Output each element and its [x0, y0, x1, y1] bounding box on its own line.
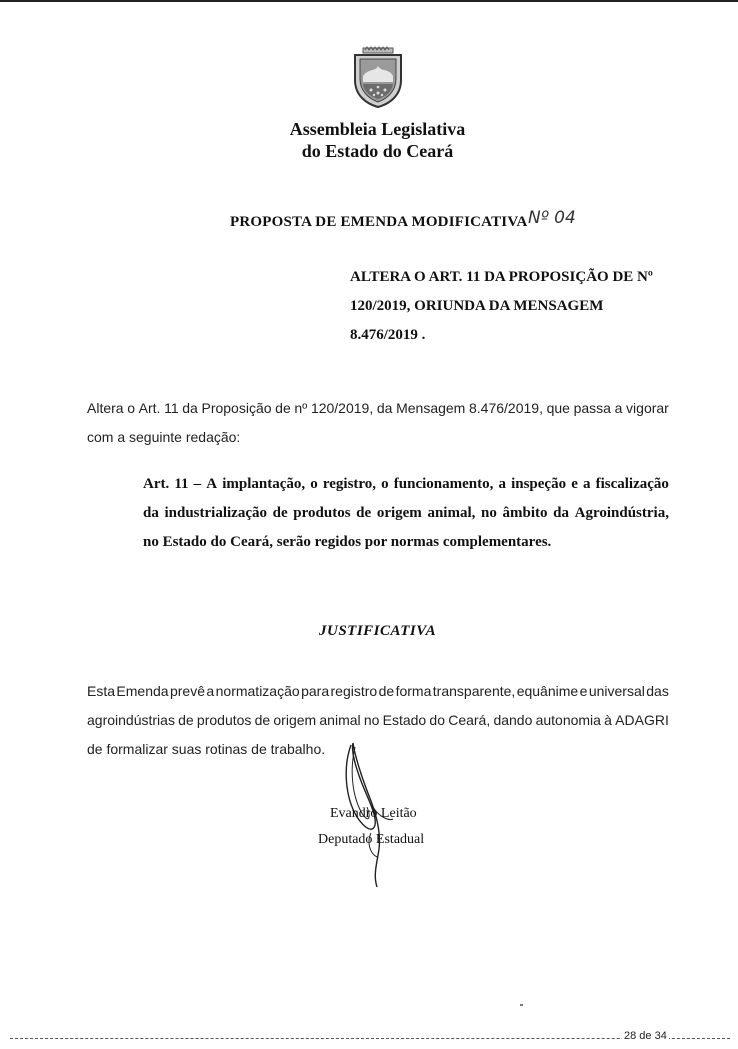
word: a	[582, 476, 591, 492]
word: a	[206, 683, 215, 699]
word: Ceará,	[448, 712, 491, 728]
page-number: 28 de 34	[624, 1030, 667, 1042]
word: ADAGRI	[615, 712, 669, 728]
word: âmbito	[502, 505, 548, 521]
top-border	[0, 0, 738, 2]
word: Agroindústria,	[574, 505, 669, 521]
word: de	[178, 712, 194, 728]
handwritten-number: Nº 04	[528, 208, 576, 228]
word: produtos	[196, 712, 252, 728]
word: das	[646, 683, 669, 699]
word: o	[310, 476, 318, 492]
word: da	[376, 400, 393, 416]
word: animal	[319, 712, 361, 728]
word: equânime	[516, 683, 579, 699]
word: fiscalização	[595, 476, 669, 492]
word: no	[363, 712, 380, 728]
document-title: PROPOSTA DE EMENDA MODIFICATIVA	[230, 214, 528, 230]
word: Proposição	[201, 400, 272, 416]
word: Art.	[138, 400, 161, 416]
word: Mensagem	[396, 400, 466, 416]
word: inspeção	[511, 476, 567, 492]
summary-block	[350, 263, 668, 350]
word: prevê	[169, 683, 206, 699]
word: origem	[273, 712, 317, 728]
justification-line1	[87, 677, 669, 706]
summary-word: 120/2019,	[350, 298, 411, 314]
summary-word: ORIUNDA	[414, 298, 486, 314]
signer-role: Deputado Estadual	[318, 832, 425, 847]
word: registro,	[322, 476, 377, 492]
word: a	[498, 476, 506, 492]
word: 8.476/2019,	[469, 400, 543, 416]
word: produtos	[293, 505, 351, 521]
word: –	[193, 476, 202, 492]
summary-line1: ALTERA O ART. 11 DA PROPOSIÇÃO DE Nº	[350, 269, 653, 285]
word: normatização	[215, 683, 300, 699]
summary-word: MENSAGEM	[513, 298, 604, 314]
summary-line3: 8.476/2019 .	[350, 327, 426, 343]
institution-name-line2: do Estado do Ceará	[301, 141, 454, 161]
word: universal	[588, 683, 645, 699]
institution-name-line1: Assembleia Legislativa	[289, 119, 466, 139]
word: funcionamento,	[393, 476, 494, 492]
word: de	[272, 505, 288, 521]
coat-of-arms-icon	[349, 46, 407, 108]
word: da	[182, 400, 198, 416]
word: dando	[493, 712, 533, 728]
summary-word: DA	[488, 298, 510, 314]
word: da	[553, 505, 569, 521]
word: de	[275, 400, 291, 416]
word: Esta	[87, 683, 116, 699]
word: de	[254, 712, 271, 728]
word: o	[381, 476, 389, 492]
word: a	[614, 400, 623, 416]
word: Emenda	[116, 683, 169, 699]
word: implantação,	[222, 476, 306, 492]
word: agroindústrias	[87, 712, 175, 728]
word: 11	[164, 400, 179, 416]
signer-name: Evandro Leitão	[330, 806, 417, 821]
word: Estado	[382, 712, 427, 728]
justification-line3: de formalizar suas rotinas de trabalho.	[87, 741, 326, 757]
word: origem	[376, 505, 422, 521]
intro-paragraph	[87, 394, 669, 452]
summary-line2	[350, 292, 668, 321]
article-line3: no Estado do Ceará, serão regidos por normas complementares.	[143, 534, 552, 550]
word: A	[206, 476, 218, 492]
word: 11	[174, 476, 189, 492]
word: e	[579, 683, 588, 699]
word: da	[143, 505, 159, 521]
word: nº	[294, 400, 308, 416]
word: o	[127, 400, 136, 416]
word: à	[604, 712, 612, 728]
word: de	[356, 505, 372, 521]
article-text	[143, 470, 669, 557]
justification-heading: JUSTIFICATIVA	[319, 623, 437, 639]
word: transparente,	[432, 683, 516, 699]
word: de	[378, 683, 395, 699]
article-line2	[143, 499, 669, 528]
word: industrialização	[164, 505, 267, 521]
scan-speck	[520, 1004, 523, 1006]
intro-line2: com a seguinte redação:	[87, 429, 241, 445]
word: no	[481, 505, 497, 521]
article-line1	[143, 470, 669, 499]
word: animal,	[427, 505, 476, 521]
word: autonomia	[535, 712, 601, 728]
justification-line2	[87, 706, 669, 735]
word: Art.	[143, 476, 170, 492]
word: registro	[330, 683, 378, 699]
word: forma	[395, 683, 432, 699]
word: passa	[573, 400, 611, 416]
word: e	[571, 476, 578, 492]
word: que	[546, 400, 570, 416]
word: 120/2019,	[310, 400, 374, 416]
intro-line1	[87, 394, 669, 423]
word: para	[301, 683, 330, 699]
word: do	[429, 712, 445, 728]
word: vigorar	[626, 400, 669, 416]
word: Altera	[87, 400, 124, 416]
